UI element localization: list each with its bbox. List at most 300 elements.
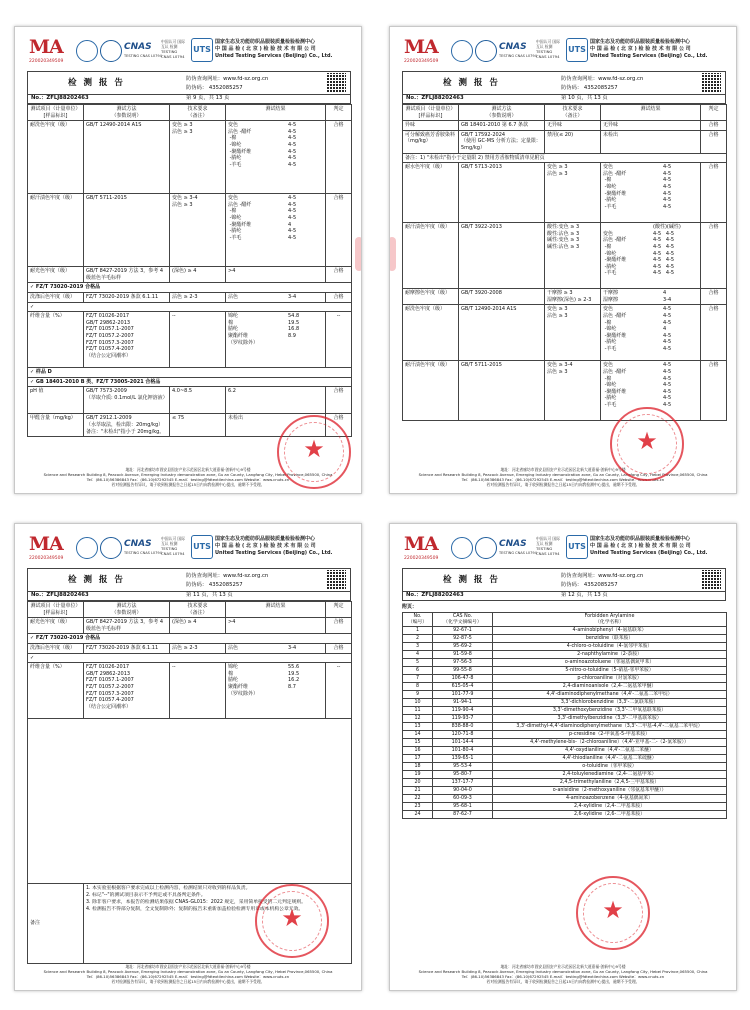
cell-judge: 合格 [326,267,352,283]
cell-name: 4,4'-methylene-bis-（2-chloroaniline）（4,4'-亚甲基-二-（2-氯苯胺）） [493,739,727,747]
result-labels: 干摩擦 湿摩擦 [603,290,619,303]
forbidden-arylamine-table [402,612,727,819]
report-page-10 [389,26,737,494]
cell-method: GB/T 5711-2015 [84,194,170,267]
cell-req: 4.0~8.5 [170,387,226,414]
table-row [403,707,727,715]
footer-contact: Tel：(86-10)56386843 Fax：(86-10)67292545 E-mail：testing@fdtextilechina.com Website：www.cnuts.cn [86,477,290,482]
table-row [403,803,727,811]
cell-cas: 95-80-7 [433,771,493,779]
page-number: 第 10 页，共 13 页 [561,95,608,101]
cell-judge: 合格 [326,643,352,653]
col-method-sub: （参数说明） [486,112,517,119]
qr-code-icon[interactable] [327,570,346,589]
col-result: 测试结果 [226,105,326,121]
col-judge: 判定 [326,105,352,121]
uts-logo: UTS [566,535,588,559]
result-values: 54.8 19.5 16.8 8.9 [288,313,300,339]
cell-method: GB/T 3922-2013 [459,223,545,289]
cell-name: 3,3'-dimethyl-4,4'-diaminodiphenylmethane（3,3'-二甲基-4,4'-二氨基二苯甲烷） [493,723,727,731]
result-labels: 变色 沾色 -醋纤 -棉 -锦纶 -聚酯纤维 -腈纶 -羊毛 [603,362,627,408]
cell-name: 4,4'-thiodianiline（4,4'-二氨基二苯硫醚） [493,755,727,763]
col-req-label: 技术要求 [187,603,208,609]
cell-judge: -- [326,312,352,368]
col-req [545,105,601,121]
cell-name: 2-naphthylamine（2-萘胺） [493,651,727,659]
table-row [403,153,727,163]
cell-method: GB/T 17592-2024 （使用 GC-MS 分析方法；定量限：5mg/kg） [459,130,545,153]
org-name-en: United Testing Services (Beijing) Co., Ltd. [215,53,333,59]
col-method [459,105,545,121]
cell-cas: 91-94-1 [433,699,493,707]
footer-address-cn: 地址：河北省廊坊市固安县固安产业示范园区北新大道嘉福·创新中心9号楼 [500,467,626,472]
table-row [403,715,727,723]
cnas-sub: TESTING CNAS L0794 [124,551,162,555]
cell-item: 耐洗色牢度（级） [403,305,459,361]
cell-name: 4-aminoazobenzene（4-氨基偶氮苯） [493,795,727,803]
table-header-row [28,602,352,618]
cell-result [226,663,326,719]
report-footer [398,467,728,487]
edge-seal-mark [355,237,362,271]
cma-logo [404,534,448,564]
report-title: 检 测 报 告 [443,78,500,88]
report-header [402,532,724,572]
table-row [403,731,727,739]
table-row [403,651,727,659]
uts-logo: UTS [191,38,213,62]
report-footer [398,964,728,984]
cell-req: 沾色 ≥ 2-3 [170,292,226,302]
cell-cas: 119-93-7 [433,715,493,723]
remark-label: 备注 [28,884,84,964]
cell-method: GB/T 8427-2019 方法 3，参考 4 级蓝色羊毛标样 [84,618,170,634]
cell-judge: 合格 [701,361,727,421]
cell-name: 2,6-xylidine（2,6-二甲基苯胺） [493,811,727,819]
col-item-label: 测试项目（计量单位） [30,603,81,609]
table-row [403,305,727,361]
table-row [403,699,727,707]
cell-no: 1 [403,627,433,635]
col-name-sub: （化学名称） [595,619,624,625]
table-row [28,719,352,884]
cell-method: GB/T 12490-2014 A1S [84,121,170,194]
cell-name: p-chloroaniline（对氯苯胺） [493,675,727,683]
cell-name: 3,3'-dichlorobenzidine（3,3'-二氯联苯胺） [493,699,727,707]
cell-result: >4 [226,267,326,283]
organization-name [215,39,355,60]
footer-contact: Tel：(86-10)56386843 Fax：(86-10)67292545 E-mail：testing@fdtextilechina.com Website：www.cnuts.cn [86,974,290,979]
cell-name: 4,4'-oxydianiline（4,4'-二氨基二苯醚） [493,747,727,755]
org-name-cn-1: 国家生态及功能纺织品服装质量检验检测中心 [215,39,316,45]
cell-name: 5-nitro-o-toluidine（5-硝基-邻甲苯胺） [493,667,727,675]
ilac-mra-logo-icon [451,40,473,62]
seal-star-icon: ★ [303,435,325,463]
cma-logo [404,37,448,67]
report-page-9 [14,26,362,494]
cell-cas: 101-80-4 [433,747,493,755]
inspection-seal [255,884,329,958]
col-method [84,602,170,618]
result-value: 3-4 [288,293,297,300]
inspection-seal [277,415,351,489]
seal-star-icon: ★ [636,427,658,455]
cell-item: 异味 [403,121,459,131]
cell-method: GB/T 5713-2013 [459,163,545,223]
cell-method: FZ/T 01026-2017 GB/T 29862-2013 FZ/T 01057.1-2007 FZ/T 01057.2-2007 FZ/T 01057.3-2007 FZ/T 01057.4-2007 （结合公定回潮率） [84,663,170,719]
report-number: No.：ZFLJ88202463 [406,592,464,598]
cert-small-text: 中国认可 国际互认 检测 TESTING CNAS L0794 [536,536,560,556]
org-name-en: United Testing Services (Beijing) Co., Ltd. [590,53,708,59]
ilac-mra-logo-icon [76,40,98,62]
cell-no: 20 [403,779,433,787]
cell-result [226,194,326,267]
table-row [28,194,352,267]
cell-cas: 87-62-7 [433,811,493,819]
method-note: 备注："未检出"指小于 20mg/kg。 [86,428,165,435]
qr-code-icon[interactable] [702,73,721,92]
result-labels: 变色 沾色 -醋纤 -棉 -锦纶 -聚酯纤维 -腈纶 -羊毛 [228,122,252,168]
col-method-label: 测试方法 [491,106,512,112]
table-row [403,667,727,675]
cell-item: pH 值 [28,387,84,414]
report-id-row [402,93,726,104]
report-header [27,35,349,75]
cell-cas: 101-77-9 [433,691,493,699]
cell-no: 17 [403,755,433,763]
result-labels: 变色 沾色 -醋纤 -棉 -锦纶 -聚酯纤维 -腈纶 -羊毛 [603,306,627,352]
cell-name: 3,3'-dimethylbenzidine（3,3'-二甲基联苯胺） [493,715,727,723]
page-number: 第 11 页，共 13 页 [186,592,233,598]
cell-judge: 合格 [701,130,727,153]
cell-judge: 合格 [701,305,727,361]
cell-name: 4-aminobiphenyl（4-氨基联苯） [493,627,727,635]
cma-number: 220020349509 [29,556,64,561]
cell-no: 16 [403,747,433,755]
cell-cas: 60-09-3 [433,795,493,803]
cell-result [601,289,701,305]
anti-fake-site: 防伪查询网址：www.fd-sz.org.cn [186,573,269,579]
table-row [403,675,727,683]
anti-fake-site: 防伪查询网址：www.fd-sz.org.cn [561,76,644,82]
section-row [28,634,352,644]
cma-logo-text: MA [404,36,438,58]
cell-no: 3 [403,643,433,651]
result-labels: 变色 沾色 -醋纤 -棉 -锦纶 -聚酯纤维 -腈纶 -羊毛 [603,230,627,277]
cell-cas: 95-69-2 [433,643,493,651]
report-id-row [27,93,351,104]
ilac-mra-logo-icon-2 [475,537,497,559]
cell-result: 6.2 [226,387,326,414]
cell-no: 15 [403,739,433,747]
cell-method: GB 18401-2010 第 6.7 条款 [459,121,545,131]
qr-code-icon[interactable] [327,73,346,92]
cell-name: 3,3'-dimethoxybenzidine（3,3'-二甲氧基联苯胺） [493,707,727,715]
report-id-row [402,590,726,601]
section-row [28,653,352,663]
cell-name: 2,4-toluylenediamine（2,4-二氨基甲苯） [493,771,727,779]
page-number: 第 9 页，共 13 页 [186,95,230,101]
footer-contact: Tel：(86-10)56386843 Fax：(86-10)67292545 E-mail：testing@fdtextilechina.com Website：www.cnuts.cn [461,477,665,482]
section-check: ✓ [28,302,352,312]
result-values: 4-5 4-5 4-5 4 4-5 4-5 4-5 [663,306,672,352]
report-title: 检 测 报 告 [68,78,125,88]
cell-judge: 合格 [326,414,352,437]
table-row [28,643,352,653]
cell-no: 13 [403,723,433,731]
cell-judge: 合格 [326,618,352,634]
seal-star-icon: ★ [602,896,624,924]
blank-cell [28,719,352,884]
cell-item: 甲醛含量（mg/kg） [28,414,84,437]
report-page-11 [14,523,362,991]
footer-contact: Tel：(86-10)56386843 Fax：(86-10)67292545 E-mail：testing@fdtextilechina.com Website：www.cnuts.cn [461,974,665,979]
cell-cas: 106-47-8 [433,675,493,683]
cert-small-text: 中国认可 国际互认 检测 TESTING CNAS L0794 [161,39,185,59]
footer-address-en: Science and Research Building 8, Peacock Avenue, Emerging Industry demonstration zone, Gu an County, Langfang City, Hebei Province,065500, China [418,472,708,477]
cell-name: o-aminoazotoluene（邻氨基偶氮甲苯） [493,659,727,667]
cell-no: 23 [403,803,433,811]
col-item-label: 测试项目（计量单位） [30,106,81,112]
table-row [403,223,727,289]
cell-req: 无异味 [545,121,601,131]
cma-number: 220020349509 [404,59,439,64]
cell-req: 酸性:变色 ≥ 3 酸性:沾色 ≥ 3 碱性:变色 ≥ 3 碱性:沾色 ≥ 3 [545,223,601,289]
section-label: ✓ 样品 D [28,368,352,378]
footer-note: 若对检测报告有异议，请于收到检测报告之日起15日内向我检测中心提出，逾期不予受理。 [486,482,640,487]
organization-name [215,536,355,557]
cma-number: 220020349509 [29,59,64,64]
report-title-box [402,71,726,95]
table-row [403,723,727,731]
inspection-seal [576,876,650,950]
cell-req: 变色 ≥ 3 沾色 ≥ 3 [170,121,226,194]
cell-name: 2,4,5-trimethylaniline（2,4,5-三甲基苯胺） [493,779,727,787]
table-header-row [403,105,727,121]
report-header [27,532,349,572]
report-title-box [402,568,726,592]
col-judge: 判定 [701,105,727,121]
cell-cas: 97-56-3 [433,659,493,667]
note-cell: 备注：1) "未检出"指小于定量限 2) 禁用芳香胺物质清单见附页 [403,153,727,163]
cell-item: 耐光色牢度（级） [28,267,84,283]
cell-item: 纤维含量（%） [28,312,84,368]
anti-fake-code: 防伪码： 4352085257 [561,582,618,588]
col-result: 测试结果 [226,602,326,618]
cell-req: ≤ 75 [170,414,226,437]
cnas-logo: CNAS [499,539,527,549]
organization-name [590,39,730,60]
report-header [402,35,724,75]
ilac-mra-logo-icon-2 [100,537,122,559]
cell-no: 4 [403,651,433,659]
section-row [28,377,352,387]
cell-result: >4 [226,618,326,634]
cell-req: (深色) ≥ 4 [170,618,226,634]
cell-judge: 合格 [326,292,352,302]
cell-result [601,305,701,361]
anti-fake-site: 防伪查询网址：www.fd-sz.org.cn [561,573,644,579]
cell-no: 12 [403,715,433,723]
cell-method: GB/T 12490-2014 A1S [459,305,545,361]
table-row [28,312,352,368]
cma-logo [29,37,73,67]
cnas-sub: TESTING CNAS L0794 [499,551,537,555]
col-item-sub: [样品标识] [43,609,68,616]
cell-cas: 615-05-4 [433,683,493,691]
col-result: 测试结果 [601,105,701,121]
cell-judge: 合格 [701,289,727,305]
cell-cas: 92-87-5 [433,635,493,643]
cnas-sub: TESTING CNAS L0794 [124,54,162,58]
cell-result: 未检出 [226,414,326,437]
cell-name: 2,4-xylidine（2,4-二甲基苯胺） [493,803,727,811]
cert-small-text: 中国认可 国际互认 检测 TESTING CNAS L0794 [536,39,560,59]
uts-logo: UTS [566,38,588,62]
result-values: 4-5 4-5 4-5 4-5 4-5 4-5 4-5 [663,164,672,210]
footer-address-cn: 地址：河北省廊坊市固安县固安产业示范园区北新大道嘉福·创新中心9号楼 [500,964,626,969]
anti-fake-code: 防伪码： 4352085257 [561,85,618,91]
cnas-logo: CNAS [124,42,152,52]
cell-no: 24 [403,811,433,819]
results-table [402,104,727,421]
col-item [28,602,84,618]
org-name-en: United Testing Services (Beijing) Co., Ltd. [590,550,708,556]
cell-no: 6 [403,667,433,675]
cell-cas: 119-90-4 [433,707,493,715]
cell-req: 变色 ≥ 3 沾色 ≥ 3 [545,305,601,361]
cell-req: 变色 ≥ 3-4 沾色 ≥ 3 [545,361,601,421]
cell-item: 耐汗渍色牢度（级） [403,361,459,421]
cell-no: 21 [403,787,433,795]
report-number: No.：ZFLJ88202463 [31,95,89,101]
cell-item: 耐摩擦色牢度（级） [403,289,459,305]
cell-result: 未检出 [601,130,701,153]
table-row [28,387,352,414]
org-name-cn-2: 中 国 品 检 ( 北 京 ) 检 验 技 术 有 限 公 司 [215,543,316,549]
col-judge: 判定 [326,602,352,618]
footer-address-en: Science and Research Building 8, Peacock Avenue, Emerging Industry demonstration zone, Gu an County, Langfang City, Hebei Province,065500, China [418,969,708,974]
table-row [28,267,352,283]
table-row [403,289,727,305]
col-req-sub: （备注） [562,112,583,119]
table-row [403,795,727,803]
cell-no: 5 [403,659,433,667]
col-req-label: 技术要求 [562,106,583,112]
cell-name: 4-chloro-o-toluidine（4-氯邻甲苯胺） [493,643,727,651]
cell-item: 可分解致癌芳香胺染料（mg/kg） [403,130,459,153]
ilac-mra-logo-icon-2 [475,40,497,62]
footer-address-cn: 地址：河北省廊坊市固安县固安产业示范园区北新大道嘉福·创新中心9号楼 [125,964,251,969]
cma-logo-text: MA [29,533,63,555]
cell-name: benzidine（联苯胺） [493,635,727,643]
table-row [403,787,727,795]
cell-cas: 92-67-1 [433,627,493,635]
cell-method: GB/T 7573-2009 （萃取介质: 0.1mol/L 氯化钾溶液） [84,387,170,414]
cell-result [226,643,326,653]
cell-cas: 838-88-0 [433,723,493,731]
cell-no: 19 [403,771,433,779]
cnas-logo: CNAS [499,42,527,52]
cell-no: 22 [403,795,433,803]
report-page-12 [389,523,737,991]
cell-req: 变色 ≥ 3 沾色 ≥ 3 [545,163,601,223]
report-title: 检 测 报 告 [68,575,125,585]
cell-judge: -- [326,663,352,719]
col-req-label: 技术要求 [187,106,208,112]
result-labels: 锦纶 棉 腈纶 聚酯纤维 （罗纹除外） [228,313,259,346]
table-row [403,755,727,763]
result-values: 4-5 4-5 4-5 4-5 4-5 4-5 4-5 [663,362,672,408]
section-check: ✓ [28,653,352,663]
cell-cas: 90-04-0 [433,787,493,795]
col-item [403,105,459,121]
col-method-sub: （参数说明） [111,112,142,119]
cell-item: 纤维含量（%） [28,663,84,719]
table-row [28,292,352,302]
result-values: 4 3-4 [663,290,672,303]
section-label: ✓ FZ/T 73020-2019 合格品 [28,634,352,644]
cell-item: 洗涤后色牢度（级） [28,292,84,302]
report-footer [23,964,353,984]
col-no [403,613,433,627]
table-row [403,643,727,651]
cell-item: 洗涤后色牢度（级） [28,643,84,653]
org-name-cn-1: 国家生态及功能纺织品服装质量检验检测中心 [590,536,691,542]
col-req [170,602,226,618]
result-label: 沾色 [228,644,239,651]
section-label: ✓ GB 18401-2010 B 类、FZ/T 73005-2021 合格品 [28,377,352,387]
cell-method [84,414,170,437]
org-name-cn-1: 国家生态及功能纺织品服装质量检验检测中心 [215,536,316,542]
table-row [28,618,352,634]
cell-result [601,163,701,223]
table-row [403,627,727,635]
appendix-title: 附页： [402,604,418,610]
org-name-cn-2: 中 国 品 检 ( 北 京 ) 检 验 技 术 有 限 公 司 [590,543,691,549]
table-header-row [28,105,352,121]
cell-cas: 95-53-4 [433,763,493,771]
col-cas-sub: （化学文摘编号） [443,619,482,625]
cell-judge: 合格 [326,194,352,267]
cell-result: 无异味 [601,121,701,131]
section-row [28,368,352,378]
cert-small-text: 中国认可 国际互认 检测 TESTING CNAS L0794 [161,536,185,556]
footer-address-cn: 地址：河北省廊坊市固安县固安产业示范园区北新大道嘉福·创新中心9号楼 [125,467,251,472]
cell-item: 耐光色牢度（级） [28,618,84,634]
org-name-cn-2: 中 国 品 检 ( 北 京 ) 检 验 技 术 有 限 公 司 [590,46,691,52]
qr-code-icon[interactable] [702,570,721,589]
anti-fake-code: 防伪码： 4352085257 [186,582,243,588]
cell-cas: 91-59-8 [433,651,493,659]
footer-address-en: Science and Research Building 8, Peacock Avenue, Emerging Industry demonstration zone, Gu an County, Langfang City, Hebei Province,065500, China [43,472,333,477]
cell-method: GB/T 5711-2015 [459,361,545,421]
cell-no: 9 [403,691,433,699]
col-req-sub: （备注） [187,609,208,616]
cell-method: FZ/T 73020-2019 条款 6.1.11 [84,643,170,653]
report-title: 检 测 报 告 [443,575,500,585]
footer-note: 若对检测报告有异议，请于收到检测报告之日起15日内向我检测中心提出，逾期不予受理。 [111,979,265,984]
report-id-row [27,590,351,601]
ilac-mra-logo-icon-2 [100,40,122,62]
cell-no: 8 [403,683,433,691]
col-cas-label: CAS No. [452,613,473,619]
cell-cas: 137-17-7 [433,779,493,787]
cell-req: 变色 ≥ 3-4 沾色 ≥ 3 [170,194,226,267]
edge-seal-mark [389,237,396,271]
cell-cas: 139-65-1 [433,755,493,763]
inspection-seal [610,407,684,481]
